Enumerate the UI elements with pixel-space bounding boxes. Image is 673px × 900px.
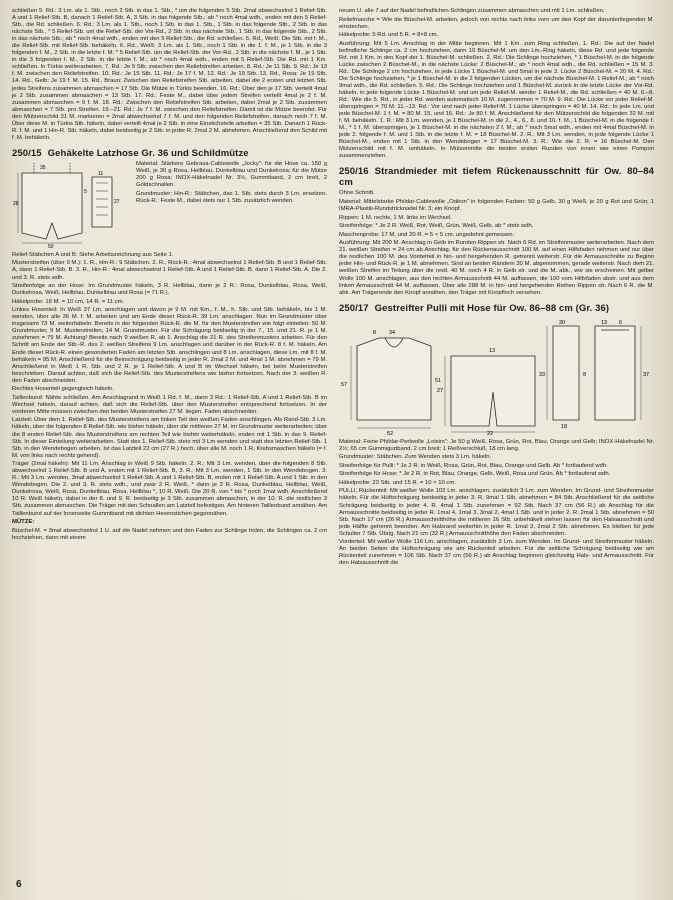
paragraph: Streifenfolge an der Hose: Im Grundmuster häkeln, 3 R. Hellblau, dann je 2 R.: Rosa, Dunkelblau, Rosa, Weiß, Dunkelrosa, Weiß, Hellblau, Dunkelblau und Rosa (= 71 R.). [12, 283, 327, 297]
paragraph: Maschenprobe: 17 M. und 20 R. = 5 × 5 cm, ungedehnt gemessen. [339, 231, 515, 238]
paragraph: Taillenbund: Nähte schließen. Am Anschlagrand in Weiß 1 Rd. f. M., dann 3 Rd.: 1 Relief-Stb. A und 1 Relief-Stb. B im Wechsel häkeln, darauf achten, daß sich die Relief-Stb. über den Musterstreifen entsprechend fortsetzen. In der vorderen Mitte müssen zwischen den beiden Musterstreifen 27 M. liegen. Faden abschneiden. [12, 394, 327, 415]
paragraph: Rippen: 1 M. rechts, 1 M. links im Wechsel. [339, 214, 452, 221]
diagram-label: 13 [601, 319, 608, 326]
paragraph: Reliefmasche = Wie die Büschel-M. arbeiten, jedoch von rechts nach links vorn um den Kopf der darunterliegenden M. einstechen. [339, 16, 654, 30]
diagram-label: 52 [387, 430, 394, 436]
paragraph: Musterstreifen (über 9 M.): 1. R., Hin-R.: 9 Stäbchen. 2. R., Rück-R.: 4mal abwechselnd 1 Relief-Stb. B und 1 Relief-Stb. A, dann 1 Relief-Stb. B. 3. R., Hin-R.: 4mal abwechselnd 1 Relief-Stb. A und 1 Relief-Stb. B, dann 1 Relief-Stb. A. Die 2. und 3. R. stets wdh. [12, 260, 327, 281]
paragraph: Träger (2mal häkeln): Mit 11 Lm. Anschlag in Weiß 9 Stb. häkeln. 2. R.: Mit 3 Lm. wenden, über die folgenden 8 Stb. abwechselnd 1 Relief-Stb. B und A, enden mit 1 Relief-Stb. B, 3. R.: Mit 3 Lm. wenden, 1 Stb. in den Wendebogen. 3. R.: Mit 3 Lm. wenden, 3mal abwechselnd 1 Relief-Stb. A und 1 Relief-Stb. B, enden mit 1 Relief-Stb. A und 1 Stb. in den Wendebogen. Die 2. und 3. R. stets wdh., und zwar 2 R. Weiß, * dann je 2 R. Rosa, Dunkelblau, Hellblau, Weiß, Dunkelrosa, Weiß, Rosa, Dunkelblau, Rosa, Hellblau *, 10 R. Weiß. Die 20 R. von * bis * noch 1mal wdh. Anschließend 10 R. Weiß häkeln, dabei in der 8. und 9. R. beidseitig je 3 Stb. zusammen abmaschen, in der 10. R. die restlichen 3 Stb. zusammen abmaschen. Die Träger mit den Schnallen am Latzteil befestigen. Am hinteren Taillenbund annähen. Am Taillenbund auf der Innenseite Gummiband mit dichten Hexenstichen gegennähen. [12, 461, 327, 517]
diagram-label: 37 [643, 371, 650, 378]
paragraph: Latzteil: Über dem 1. Relief-Stb. des Musterstreifens am linken Teil den weißen Faden anschlingen. Als Rand-Stb. 3 Lm. häkeln, über die folgenden 8 Relief-Stb. wie bisher häkeln, über die mittleren 27 M. im Grundmuster weiterarbeiten; über die 8 ersten Relief-Stb. des Musterstreifens am rechten Teil wie bisher weiterhäkeln, enden mit 1 Stb. in das 9. Relief-Stb. In dieser Einteilung weiterarbeiten. Statt des 1. Relief-Stb. stets mit 3 Lm wenden und statt des letzten Relief-Stb. 1 Stb. in den Wendebogen arbeiten. Ist das Latzteil 22 cm (27 R.) hoch, über alle M. noch 1 R. Krebsmaschen häkeln (= f. M. von links nach rechts gehend). [12, 417, 327, 459]
mutze-continuation-text: schließen 5. Rd.: 3 Lm. als 1. Stb., noch 2 Stb. in das 1. Stb., * um die folgenden 5 Stb. 2mal abwechselnd 1 Relief-Stb. A und 1 Relief-Stb. B, danach 1 Relief-Stb. A, 3 Stb. in das folgende Stb.; ab * noch 4mal wdh., enden mit den 5 Relief-Stb., die Rd. schließen. 6. Rd.: 3 Lm. als 1. Stb., noch 1 Stb. in das 1. Stb., 1 Stb. in das folgende Stb., 2 Stb. in das nächste Stb., * 5 Relief-Stb. um die Relief-Stb. der Vor-Rd., 2 Stb. in das nächste Stb., 1 Stb. in das folgende Stb., 2 Stb. in das nächste Stb.; ab * noch 4mal wdh., enden mit den 5 Relief-Stb., die Rd. schließen. 5. Rd., Weiß: Die Stb. mit f. M., die Relief-Stb. mit Relief-Stb. behäkeln. 6. Rd., Weiß: 3 Lm. als 1. Stb., noch 1 Stb. in die 1. f. M., je 1 Stb. in die 3 folgenden f. M., 2 Stb. in die letzte f. M. * 5 Relief-Stb. um die Relief-Stb. der Vor-Rd., 2 Stb. in die nächste f. M., je 1 Stb. in die 3 folgenden f. M., 2 Stb. in die letzte f. M.; ab * noch 4mal wdh., enden mit 5 Relief-Stb. Die Rd. mit 1 Km. schließen. In Türkis weiterarbeiten. 7. Rd.: Je 9 Stb. zwischen den Reliefstreifen arbeiten. 8. Rd.: Je 11 Stb. 9. Rd.: Je 13 f. M. zwischen den Reliefstreifen. 10. Rd.: Je 15 Stb. 11. Rd.: Je 17 f. M. 12. Rd.: Je 19 Stb. 13. Rd., Rosa: Je 19 Stb. 14. Rd., Gelb: Je 19 f. M. 15. Rd., Braun: Zwischen den Reliefstreifen Stb. arbeiten, dabei die 2 ersten und letzten Stb. jedes Streifens zusammen abmaschen = 17 Stb. Die Mütze in Türkis beenden. 16. Rd.: Über den je 17 Stb. verteilt 4mal je 2 Stb. zusammen abmaschen = 13 Stb. 17. Rd.: Feste M., dabei über jedem Streifen verteilt 4mal je 2 f. M. zusammen abmaschen = 9 f. M. 18. Rd.: Zwischen den Reliefstreifen Stb. arbeiten, dabei 2mal je 2 Stb. zusammen abmaschen = 7 Stb. pro Streifen. 19.–21. Rd.: Je 7 f. M. zwischen den Reliefstreifen. Damit ist die Mütze beendet. Für den Mützenschild 31 M. markieren = 2mal abwechselnd 7 f. M. und den folgenden Reliefstreifen, danach noch 7 f. M. Über diese M. in Türkis Stb. häkeln, dabei verteilt 4mal je 2 Stb. in eine Einstichstelle arbeiten = 35 Stb. Danach 1 Rück-R. f. M. und 1 Hin-R. Stb. häkeln, dabei beidseitig je 2 Stb. in jeder R. 2mal 2 M. abnehmen. Anschließend den Schild mit f. M. behäkeln. [12, 8, 327, 141]
paragraph: Material: Feine Phildar-Perlwolle „Loisirs“: Je 50 g Weiß, Rosa, Grün, Rot, Blau, Orange und Gelb; INOX-Häkelnadel Nr. 2½; 65 cm Gummigurtband, 2 cm breit; 1 Reißverschluß, 18 cm lang. [339, 438, 654, 452]
paragraph: Häkelprobe: 18 M. = 10 cm, 14 R. = 11 cm. [12, 298, 125, 305]
diagram-label: 33 [539, 371, 546, 378]
pattern-title: Strandmieder mit tiefem Rückenausschnitt für Ow. 80–84 cm [339, 166, 654, 189]
pattern-number: 250/15 [12, 147, 42, 159]
diagram-label: 11 [98, 170, 104, 177]
diagram-label: 57 [341, 381, 348, 388]
diagram-label: 6 [619, 319, 623, 326]
diagram-label: 22 [487, 430, 494, 436]
diagram-label: 50 [48, 243, 54, 249]
paragraph: neuen U. alle 7 auf der Nadel befindlichen Schlingen zusammen abmaschen und mit 1 Lm. schließen. [339, 8, 605, 14]
diagram-label: 27 [437, 387, 444, 394]
latzhose-figure-row [12, 161, 327, 252]
diagram-label: 30 [559, 319, 566, 326]
paragraph: Rechtes Hosenteil gegengleich häkeln. [12, 386, 114, 393]
right-column [339, 8, 654, 886]
page-number: 6 [16, 879, 22, 890]
paragraph: Grundmuster: Stäbchen. Zum Wenden stets 3 Lm. häkeln. [339, 454, 492, 461]
diagram-label: 18 [561, 423, 568, 430]
paragraph: Streifenfolge für Pulli: * Je 2 R. in Weiß, Rosa, Grün, Rot, Blau, Orange und Gelb. Ab * fortlaufend wdh. [339, 462, 608, 469]
diagram-label: 27 [114, 198, 120, 205]
diagram-label: 34 [389, 329, 396, 336]
paragraph: Häkelprobe: 23 Stb. und 15 R. = 10 × 10 cm. [339, 479, 456, 486]
paragraph: Ausführung: Mit 200 M. Anschlag in Gelb im Runden Rippen str. Nach 6 Rd. im Streifenmuster weiterarbeiten. Nach dem 21. weißen Streifen = 24 cm ab Anschlag, für den Rückenausschnitt 100 M. auf einen Hilfsfaden nehmen und nur über die restlichen 100 M. des Vorderteil in hin- und hergehenden R. getrennt weiterstr. Für die Armausschnitte zu Beginn jeder Hin- und Rück-R. je 1 M. abnehmen. Sind an beiden Rändern 30 M. abgenommen, gerade weiterstr. Nach dem 21. weißen Streifen im Teilung über die restl. 40 M. noch 4 R. in Gelb str. und die M. abk., wie sie erscheinen. Mit gelber Wolle 100 M. anschlagen, aus den rechten Armausschnitt 44 M. auffassen, die 100 vom Hilfsfaden abstr. und aus dem linken Armausschnitt 44 M. auffassen. Über alle 288 M. in hin- und hergehenden Reihen Rippen str. Nach 6 R. die M. abk. Am Trägerende den Knopf annähen, den Träger mit Knopfloch versehen. [339, 240, 654, 296]
pattern-number: 250/16 [339, 166, 369, 178]
pattern-number: 250/17 [339, 302, 369, 314]
paragraph: Streifenfolge: * Je 2 R. Weiß, Rot, Weiß, Grün, Weiß, Gelb, ab * stets wdh. [339, 223, 534, 230]
pattern-heading-250-15 [12, 148, 327, 159]
paragraph: Büschel-M. = 3mal abwechselnd 1 U. auf die Nadel nehmen und den Faden zur Schlinge holen, die Schlingen ca. 2 cm hochziehen, dann mit einem [12, 527, 327, 541]
diagram-label: 13 [489, 347, 496, 354]
subheading-mutze: MÜTZE: [12, 519, 35, 526]
diagram-label: 35 [40, 164, 46, 171]
paragraph: Material: Mittelstarke Phildar-Cablewolle „Odéon“ in folgenden Farben: 50 g Gelb, 30 g Weiß, je 20 g Rot und Grün; 1 IMRA-Plastik-Rundstricknadel Nr. 3; ein Knopf. [339, 199, 654, 213]
left-column [12, 8, 327, 886]
latzhose-side-text [136, 161, 327, 206]
diagram-label: 28 [13, 200, 19, 207]
latzhose-grundmuster: Grundmuster: Hin-R.: Stäbchen, das 1. Stb. stets durch 3 Lm. ersetzen. Rück-R.: Feste M., dabei stets nur 1 Stb. zusätzlich wenden. [136, 190, 327, 204]
latzhose-diagram [12, 163, 130, 249]
paragraph: Ausführung: Mit 5 Lm. Anschlag in der Mitte beginnen. Mit 1 Km. zum Ring schließen. 1. Rd.: Die auf der Nadel befindliche Schlinge ca. 2 cm hochziehen, dann 10 Büschel-M. um den Lm.-Ring häkeln, diese Rd. und jede folgende Rd. mit 1 Km. in den Kopf der 1. Büschel-M. schließen. 2. Rd.: Die Schlinge hochziehen, * 1 Büschel-M. in die folgende Lücke zwischen 2 Büschel-M., in die nächste Lücke: 2 Büschel-M.; ab * noch 4mal wdh., die Rd. schließen = 15 M. 3. Rd.: Die Schlinge 2 cm hochziehen, in jede Lücke 1 Büschel-M. und 5mal in jede 3. Lücke 2 Büschel-M. = 20 M. 4. Rd.: Die Schlinge hochziehen, * je 1 Büschel-M. in die 2 folgenden Lücken, um die nächste Büschel-M. 1 Relief-M.; ab * noch 9mal wdh., die Rd. schließen. 5. Rd.: Die Schlinge hochziehen und 1 Büschel-M. zurück in die letzte Lücke der Vor-Rd. häkeln, in jede folgende Lücke 1 Büschel-M. und um jede Relief-M. wieder 1 Relief-M., die Rd. schließen = 40 M. 6.–8. Rd.: Wie die 5. Rd., in jeder Rd. werden automatisch 10 M. zugenommen = 70 M. 9. Rd.: Die Lücke vor jeder Relief-M. überspringen = 70 M. 11.–13. Rd.: Vor und nach jeder Relief-M. 1 Lücke überspringen = 40 M. 14. Rd.: In jede Lm. und jede Büschel-M. 1 f. M. = 80 M. 15. und 16. Rd.: Je 80 f. M. Anschließend für den Mützenschild die folgenden 32 M. mit f. M. behäkeln. 1. R.: Mit 3 Lm. wenden, je 1 Büschel-M. in die 2., 4., 6., 8. und 10. f. M., 1 Büschel-M. in die folgende f. M., * 1 f. M. überspringen, je 1 Büschel-M. in die nächsten 2 f. M.; ab * noch 5mal wdh., enden mit 4mal Büschel-M. in jede 2. folgende f. M. und 1 Stb. in die letzte f. M. = 18 Büschel-M. 2. R.: Mit 3 Lm. wenden, in jede folgende Lücke 1 Büschel-M., enden mit 1 Stb. in den Wendebogen = 17 Büschel-M. 3. R.: Wie die 2. R. = 16 Büschel-M. Den Mützenschild mit f. M. umhäkeln. In Mützenmitte die beiden ersten Runden von innen wie einen Pompon zusammenziehen. [339, 40, 654, 160]
paragraph: Streifenfolge für Hose: * Je 2 R. in Rot, Blau, Orange, Gelb, Weiß, Rosa und Grün. Ab * fortlaufend wdh. [339, 471, 611, 478]
paragraph: Linkes Hosenteil: In Weiß 37 Lm. anschlagen und davon je 9 M. mit Km., f. M., h. Stb. und Stb. behäkeln, bis 1 M. wenden, über alle 36 M. f. M. arbeiten und am Ende dieser Rück-R. 39 Lm. anschlagen. Nun im Grundmuster über insgesamt 73 M. weiterhäkeln. Bereits in der folgenden Rück-R. die M. für den Musterstreifen wie folgt einteilen: 50 M. Grundmuster, 9 M. Musterstreifen, 14 M. Grundmuster. Für die Schrägung beidseitig in der 7., 15. und 21. R. je 1 M. zunehmen = 79 M. Achtung! Bereits nach 9 weißen R. ab 1. Anschlag die 21 R. des Streifenmusters arbeiten. Für den Schritt am Ende der Stb.-R. des 2. weißen Streifens 9 Lm. anschlagen und darüber in der Rück-R. 8 f. M. häkeln. Am Ende dieser Rück-R. einen gesonderten Faden am letzten Stb. anschlingen und 8 Lm. anschlagen, diese Lm. mit 8 f. M. behäkeln = 95 M. Anschließend für die Beinschrägung beidseitig in jeder R. 2mal 2 M. und 4mal 1 M. abnehmen = 79 M. Anschließend in Weiß 1 R. Stb. und 2 R. je 1 Relief-Stb. A und B im Wechsel häkeln, bei beim Musterstreifen beschrieben. Darauf achten, daß sich die Relief-Stb. des Musterstreifens wie bisher fortsetzen. Nach der 3. weißen R. den Faden abschneiden. [12, 307, 327, 384]
pattern-heading-250-16 [339, 166, 654, 188]
diagram-label: 51 [435, 377, 442, 384]
diagram-label: 5 [84, 188, 87, 195]
paragraph: Ohne Schnitt. [339, 190, 375, 197]
pattern-title: Gehäkelte Latzhose Gr. 36 und Schildmütze [47, 147, 249, 159]
diagram-label: 8 [583, 371, 587, 378]
paragraph: PULLI, Rückenteil: Mit weißer Wolle 102 Lm. anschlagen, zusätzlich 3 Lm. zum Wenden. Im Grund- und Streifenmuster häkeln. Für die Hüftschrägung beidseitig in jeder 3. R. 9mal 1 Stb. abnehmen = 84 Stb. Anschließend für die seitliche Schrägung beidseitig in jeder 4. R. 4mal 1 Stb. zunehmen = 92 Stb. Nach 37 cm (56 R.) ab Anschlag für die Armausschnitte beidseitig in jeder R. 1mal 4, 1mal 3, 3mal 2, 4mal 1 Stb. und in jeder 2. R. 2mal 1 Stb. abnehmen = 50 Stb. Nach 17 cm (26 R.) Armausschnitthöhe die mittleren 16 Stb. unbehäkelt stehen lassen für den Halsausschnitt und jede Hälfte getrennt beenden. Am Halsrand weiterhin in jeder R. 1mal 3, 2mal 2 Stb. abnehmen. Es bleiben für jede Schulter 7 Stb. Übrig. Nach 21 cm (32 R.) Armausschnitthöhe den Faden abschneiden. [339, 488, 654, 537]
paragraph: Häkelprobe: 5 Rd. und 5 R. = 8×8 cm. [339, 32, 439, 39]
pattern-heading-250-17 [339, 303, 654, 314]
paragraph: Relief-Stäbchen A und B: Siehe Arbeitszeichnung aus Seite 1. [12, 251, 174, 258]
diagram-label: 8 [373, 329, 377, 336]
latzhose-material: Material: Stärkere Gebrasa-Cablewolle „Jocky“: für die Hose ca. 150 g Weiß, je 30 g Rosa, Hellblau, Dunkelblau und Dunkelrosa; für die Mütze 200 g Rosa; INOX-Häkelnadel Nr. 3½, Gummiband, 2 cm breit, 2 Goldschnallen. [136, 160, 327, 189]
pulli-hose-diagram [339, 316, 654, 436]
paragraph: Vorderteil: Mit weißer Wolle 116 Lm. anschlagen, zusätzlich 3 Lm. zum Wenden. Im Grund- und Streifenmuster häkeln. An beiden Seiten die Hüftschrägung wie am Rückenteil arbeiten. Für die seitliche Schrägung beidseitig wie am Rückenteil zunehmen = 106 Stb. Nach 37 cm (56 R.) ab Anschlag beginnen gleichzeitig Hals- und Armausschnitt. Für den Halsausschnitt die [339, 539, 654, 567]
pattern-title: Gestreifter Pulli mit Hose für Ow. 86–88 cm (Gr. 36) [374, 302, 610, 314]
